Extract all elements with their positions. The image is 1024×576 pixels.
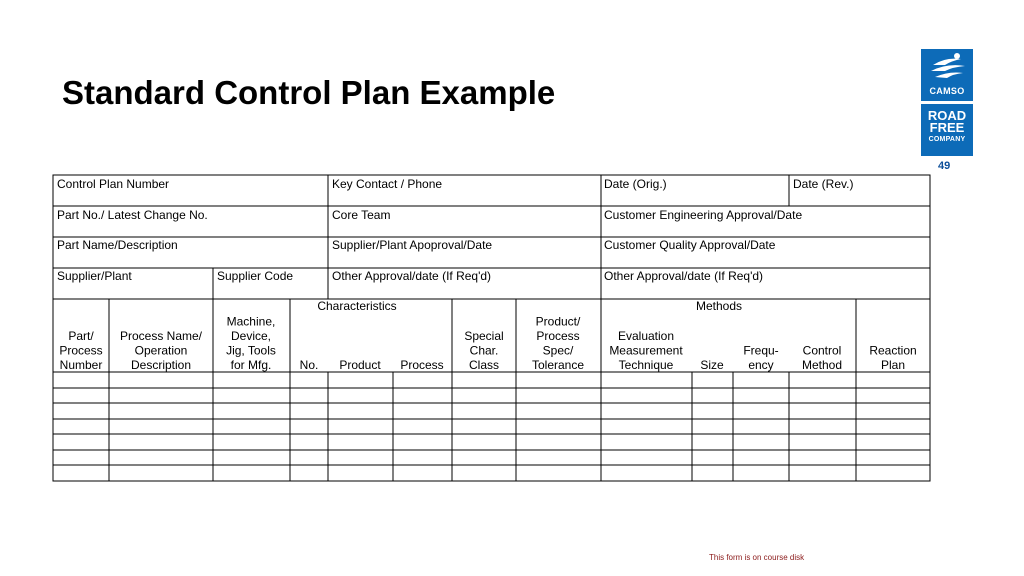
- group-methods: Methods: [695, 299, 743, 313]
- field-supplier-approval: Supplier/Plant Apoproval/Date: [332, 238, 493, 252]
- column-header: Frequ-ency: [743, 343, 779, 372]
- column-header: Size: [700, 358, 724, 372]
- field-supplier-plant: Supplier/Plant: [57, 269, 132, 283]
- column-header: Process Name/ Operation Description: [119, 329, 203, 372]
- column-header: Part/ Process Number: [59, 329, 103, 372]
- footer-note: This form is on course disk: [709, 553, 805, 562]
- page-number: 49: [938, 160, 951, 172]
- field-other-approval-1: Other Approval/date (If Req'd): [332, 269, 492, 283]
- column-headers: [59, 315, 916, 373]
- field-part-name: Part Name/Description: [57, 238, 178, 252]
- field-part-no: Part No./ Latest Change No.: [57, 208, 208, 222]
- page-title: Standard Control Plan Example: [62, 74, 556, 111]
- logo-line-2: FREE: [929, 120, 965, 135]
- column-header: Reaction Plan: [869, 343, 917, 372]
- logo-line-1: ROAD: [927, 108, 967, 123]
- group-characteristics: Characteristics: [317, 299, 397, 313]
- column-header: Control Method: [801, 343, 843, 372]
- logo-line-3: COMPANY: [928, 136, 966, 143]
- field-date-rev: Date (Rev.): [793, 177, 854, 191]
- column-header: Evaluation Measurement Technique: [609, 329, 683, 372]
- column-header: Machine, Device, Jig, Tools for Mfg.: [226, 314, 276, 372]
- column-header: Product: [339, 358, 381, 372]
- field-other-approval-2: Other Approval/date (If Req'd): [604, 269, 764, 283]
- field-core-team: Core Team: [332, 208, 391, 222]
- field-date-orig: Date (Orig.): [604, 177, 667, 191]
- column-header: Special Char. Class: [464, 329, 504, 372]
- field-cust-quality-approval: Customer Quality Approval/Date: [604, 238, 776, 252]
- brand-label: CAMSO: [929, 86, 965, 96]
- field-cust-eng-approval: Customer Engineering Approval/Date: [604, 208, 803, 222]
- column-header: Product/ Process Spec/ Tolerance: [531, 314, 585, 372]
- column-header: No.: [299, 358, 319, 372]
- field-key-contact: Key Contact / Phone: [332, 177, 443, 191]
- column-header: Process: [400, 358, 444, 372]
- field-supplier-code: Supplier Code: [217, 269, 294, 283]
- field-control-plan-number: Control Plan Number: [57, 177, 170, 191]
